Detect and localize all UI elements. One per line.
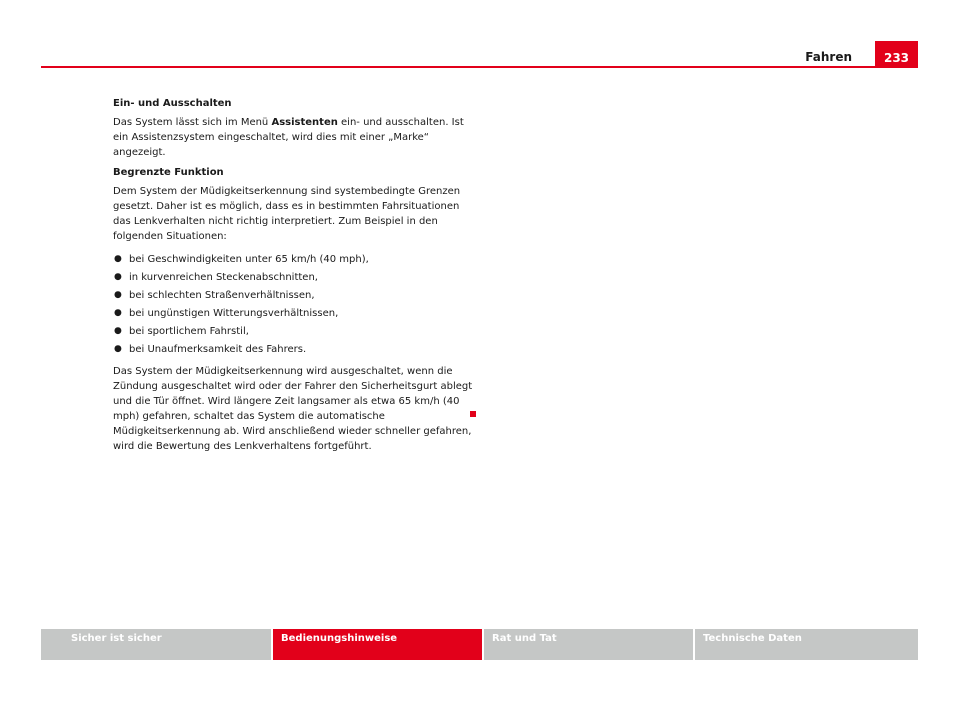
bullet-icon: ● [114,290,122,300]
list-item [113,252,473,267]
paragraph-begrenzte-funktion: Dem System der Müdigkeitserkennung sind systembedingte Grenzen gesetzt. Daher ist es möglich, dass es in bestimmten Fahrsituationen das Lenkverhalten nicht richtig interpretiert. Zum Beispiel in den folgenden Situationen: [113,186,461,242]
bullet-icon: ● [114,254,122,264]
footer-tab-technische-daten[interactable]: Technische Daten [695,629,918,660]
bullet-icon: ● [114,326,122,336]
paragraph-text: Das System lässt sich im Menü [113,117,272,128]
page-number: 233 [875,41,918,67]
footer-tab-rat-und-tat[interactable]: Rat und Tat [484,629,695,660]
content-column [113,96,473,459]
paragraph-abschaltung: Das System der Müdigkeitserkennung wird ausgeschaltet, wenn die Zündung ausgeschaltet wird oder der Fahrer den Sicherheitsgurt ablegt und die Tür öffnet. Wird längere Zeit langsamer als etwa 65 km/h (40 mph) gefahren, schaltet das System die automatische Müdigkeitserkennung ab. Wird anschließend wieder schneller gefahren, wird die Bewertung des Lenkverhaltens fortgeführt. [113,366,473,452]
list-item [113,324,473,339]
header-rule [41,66,918,68]
section-end-marker-icon [470,411,476,417]
list-item [113,270,473,285]
footer-nav [41,629,918,660]
paragraph-ein-ausschalten [113,115,473,160]
paragraph-text: ein- und ausschalten. Ist ein Assistenzsystem eingeschaltet, wird dies mit einer „Marke“ angezeigt. [113,117,464,158]
list-item [113,306,473,321]
list-item [113,342,473,357]
list-item-text: bei sportlichem Fahrstil, [129,326,249,337]
list-item-text: bei Unaufmerksamkeit des Fahrers. [129,344,307,355]
heading-ein-ausschalten: Ein- und Ausschalten [113,98,232,109]
menu-name-assistenten: Assistenten [271,117,338,128]
list-item-text: bei schlechten Straßenverhältnissen, [129,290,315,301]
list-item [113,288,473,303]
list-item-text: in kurvenreichen Steckenabschnitten, [129,272,318,283]
section-title: Fahren [805,50,852,64]
footer-tab-sicher-ist-sicher[interactable]: Sicher ist sicher [41,629,273,660]
bullet-icon: ● [114,308,122,318]
heading-begrenzte-funktion: Begrenzte Funktion [113,167,224,178]
list-item-text: bei Geschwindigkeiten unter 65 km/h (40 mph), [129,254,369,265]
bullet-icon: ● [114,344,122,354]
list-item-text: bei ungünstigen Witterungsverhältnissen, [129,308,339,319]
limitations-list [113,252,473,357]
footer-tab-bedienungshinweise[interactable]: Bedienungshinweise [273,629,484,660]
bullet-icon: ● [114,272,122,282]
